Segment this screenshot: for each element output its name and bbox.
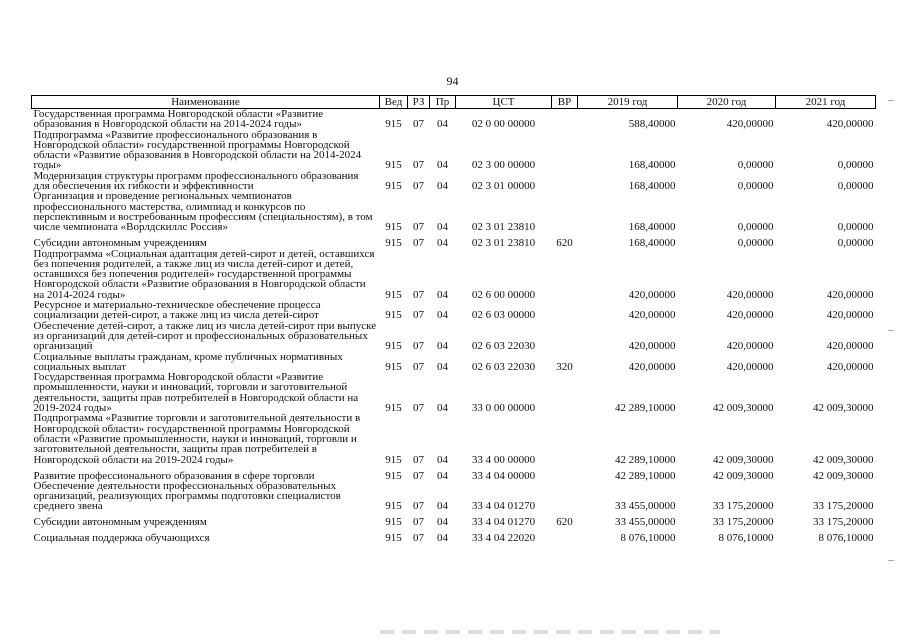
cell-cst: 02 6 03 22030 xyxy=(471,360,536,373)
cell-cst: 02 6 03 00000 xyxy=(471,309,536,322)
cell-2021: 8 076,10000 xyxy=(818,532,874,545)
cell-2021: 42 009,30000 xyxy=(813,453,874,466)
cell-2021: 420,00000 xyxy=(826,309,874,322)
cell-ved: 915 xyxy=(385,340,402,353)
cell-cst: 02 6 00 00000 xyxy=(471,288,536,301)
cell-ved: 915 xyxy=(385,453,402,466)
cell-ved: 915 xyxy=(385,532,402,545)
cell-ved: 915 xyxy=(385,516,402,529)
budget-table xyxy=(31,95,876,544)
header-ved: Вед xyxy=(380,96,408,109)
cell-rz: 07 xyxy=(413,288,424,301)
header-cst: ЦСТ xyxy=(456,96,552,109)
cell-ved: 915 xyxy=(385,159,402,172)
cell-2019: 420,00000 xyxy=(628,340,676,353)
cell-rz: 07 xyxy=(413,516,424,529)
cell-name: Ресурсное и материально-техническое обеспечение процесса социализации детей-сирот, а также лиц из числа детей-сирот xyxy=(33,299,321,322)
cell-name: Модернизация структуры программ профессионального образования для обеспечения их гибкости и эффективности xyxy=(33,169,359,193)
cell-rz: 07 xyxy=(413,237,424,250)
cell-name: Государственная программа Новгородской области «Развитие образования в Новгородской области на 2014-2024 годы» xyxy=(33,108,324,131)
cell-pr: 04 xyxy=(437,532,448,545)
cell-2020: 420,00000 xyxy=(726,288,774,301)
cell-rz: 07 xyxy=(413,309,424,322)
cell-cst: 33 0 00 00000 xyxy=(471,402,536,415)
cell-ved: 915 xyxy=(385,360,402,373)
cell-cst: 02 3 01 23810 xyxy=(471,221,536,234)
table-row xyxy=(32,481,876,512)
header-2020: 2020 год xyxy=(678,96,776,109)
cell-vr: 320 xyxy=(556,360,573,373)
cell-2020: 42 009,30000 xyxy=(713,469,774,482)
cell-cst: 02 0 00 00000 xyxy=(471,118,536,131)
cell-rz: 07 xyxy=(413,360,424,373)
table-row xyxy=(32,233,876,249)
cell-vr xyxy=(552,321,578,352)
cell-pr: 04 xyxy=(437,237,448,250)
cell-rz: 07 xyxy=(413,118,424,131)
cell-ved: 915 xyxy=(385,288,402,301)
scan-edge-mark xyxy=(888,560,894,561)
cell-2019: 42 289,10000 xyxy=(615,469,676,482)
table-header-row xyxy=(32,96,876,109)
cell-cst: 33 4 04 01270 xyxy=(471,500,536,513)
cell-2019: 8 076,10000 xyxy=(620,532,676,545)
cell-name: Подпрограмма «Социальная адаптация детей-сирот и детей, оставшихся без попечения родителей, а также лиц из числа детей-сирот и детей, оставшихся без попечения родителей» государственной программы Новгородской области «Развитие образования в Новгородской области на 2014-2024 годы» xyxy=(33,247,375,301)
cell-2019: 420,00000 xyxy=(628,309,676,322)
cell-pr: 04 xyxy=(437,221,448,234)
cell-2021: 0,00000 xyxy=(837,237,874,250)
cell-vr xyxy=(552,413,578,464)
table-row xyxy=(32,352,876,373)
header-name: Наименование xyxy=(32,96,380,109)
cell-rz: 07 xyxy=(413,221,424,234)
table-row xyxy=(32,372,876,413)
table-row xyxy=(32,465,876,481)
cell-name: Государственная программа Новгородской области «Развитие промышленности, науки и инноваций, торговли и заготовительной деятельности, защиты прав потребителей в Новгородской области на 2019-2024 годы» xyxy=(33,371,359,415)
cell-2020: 0,00000 xyxy=(737,221,774,234)
table-row xyxy=(32,130,876,171)
table-row xyxy=(32,109,876,130)
cell-2020: 420,00000 xyxy=(726,118,774,131)
cell-2021: 420,00000 xyxy=(826,340,874,353)
cell-2019: 42 289,10000 xyxy=(615,402,676,415)
cell-2021: 42 009,30000 xyxy=(813,402,874,415)
cell-vr: 620 xyxy=(556,516,573,529)
cell-rz: 07 xyxy=(413,532,424,545)
table-row xyxy=(32,321,876,352)
cell-vr: 620 xyxy=(556,237,573,250)
cell-pr: 04 xyxy=(437,500,448,513)
cell-2020: 0,00000 xyxy=(737,180,774,193)
cell-cst: 02 3 00 00000 xyxy=(471,159,536,172)
header-vr: ВР xyxy=(552,96,578,109)
cell-2019: 168,40000 xyxy=(628,221,676,234)
cell-2019: 168,40000 xyxy=(628,180,676,193)
cell-2019: 420,00000 xyxy=(628,360,676,373)
cell-2021: 420,00000 xyxy=(826,288,874,301)
cell-2021: 0,00000 xyxy=(837,221,874,234)
cell-pr: 04 xyxy=(437,180,448,193)
cell-2019: 42 289,10000 xyxy=(615,453,676,466)
cell-2019: 33 455,00000 xyxy=(615,516,676,529)
cell-2019: 33 455,00000 xyxy=(615,500,676,513)
cell-pr: 04 xyxy=(437,453,448,466)
scan-edge-mark xyxy=(888,330,894,331)
cell-rz: 07 xyxy=(413,500,424,513)
cell-2021: 0,00000 xyxy=(837,180,874,193)
table-row xyxy=(32,191,876,232)
cell-cst: 02 3 01 23810 xyxy=(471,237,536,250)
cell-pr: 04 xyxy=(437,402,448,415)
cell-pr: 04 xyxy=(437,309,448,322)
cell-cst: 33 4 04 22020 xyxy=(471,532,536,545)
cell-pr: 04 xyxy=(437,360,448,373)
cell-vr xyxy=(552,171,578,192)
table-row xyxy=(32,249,876,300)
scan-edge-mark xyxy=(888,100,894,101)
cell-ved: 915 xyxy=(385,500,402,513)
cell-pr: 04 xyxy=(437,340,448,353)
cell-2020: 33 175,20000 xyxy=(713,500,774,513)
cell-2020: 0,00000 xyxy=(737,159,774,172)
cell-2021: 420,00000 xyxy=(826,360,874,373)
cell-2020: 420,00000 xyxy=(726,340,774,353)
cell-name: Обеспечение деятельности профессиональных образовательных организаций, реализующих программы подготовки специалистов среднего звена xyxy=(33,479,341,513)
cell-vr xyxy=(552,481,578,512)
cell-2021: 0,00000 xyxy=(837,159,874,172)
cell-name: Субсидии автономным учреждениям xyxy=(33,237,207,250)
header-pr: Пр xyxy=(430,96,456,109)
cell-2020: 8 076,10000 xyxy=(718,532,774,545)
cell-cst: 33 4 04 01270 xyxy=(471,516,536,529)
cell-vr xyxy=(552,191,578,232)
scan-artifact xyxy=(380,630,720,634)
table-row xyxy=(32,171,876,192)
table-row xyxy=(32,300,876,321)
cell-cst: 33 4 00 00000 xyxy=(471,453,536,466)
cell-2020: 420,00000 xyxy=(726,360,774,373)
cell-vr xyxy=(552,528,578,544)
header-rz: РЗ xyxy=(408,96,430,109)
cell-cst: 02 6 03 22030 xyxy=(471,340,536,353)
cell-2020: 420,00000 xyxy=(726,309,774,322)
cell-name: Организация и проведение региональных чемпионатов профессионального мастерства, олимпиад и конкурсов по перспективным и востребованным профессиям (специальностям), в том числе чемпионата «Ворлдскиллс Россия» xyxy=(33,190,373,234)
cell-2019: 168,40000 xyxy=(628,159,676,172)
cell-ved: 915 xyxy=(385,469,402,482)
cell-2020: 42 009,30000 xyxy=(713,402,774,415)
cell-name: Подпрограмма «Развитие профессионального образования в Новгородской области» государственной программы Новгородской области «Развитие образования в Новгородской области на 2014-2024 годы» xyxy=(33,128,362,172)
cell-pr: 04 xyxy=(437,516,448,529)
cell-name: Социальная поддержка обучающихся xyxy=(33,532,210,545)
cell-vr xyxy=(552,109,578,130)
cell-ved: 915 xyxy=(385,237,402,250)
cell-vr xyxy=(552,249,578,300)
cell-vr xyxy=(552,465,578,481)
cell-name: Развитие профессионального образования в сфере торговли xyxy=(33,469,315,482)
cell-rz: 07 xyxy=(413,159,424,172)
cell-2021: 33 175,20000 xyxy=(813,500,874,513)
cell-vr xyxy=(552,372,578,413)
cell-pr: 04 xyxy=(437,469,448,482)
cell-2021: 42 009,30000 xyxy=(813,469,874,482)
cell-rz: 07 xyxy=(413,453,424,466)
cell-name: Подпрограмма «Развитие торговли и заготовительной деятельности в Новгородской области» государственной программы Новгородской области «Развитие промышленности, науки и инноваций, торговли и заготовительной деятельности, защиты прав потребителей в Новгородской области на 2019-2024 годы» xyxy=(33,412,361,466)
cell-vr xyxy=(552,300,578,321)
cell-name: Субсидии автономным учреждениям xyxy=(33,516,207,529)
cell-2020: 33 175,20000 xyxy=(713,516,774,529)
cell-cst: 33 4 04 00000 xyxy=(471,469,536,482)
cell-ved: 915 xyxy=(385,180,402,193)
cell-rz: 07 xyxy=(413,340,424,353)
cell-ved: 915 xyxy=(385,309,402,322)
cell-pr: 04 xyxy=(437,118,448,131)
cell-pr: 04 xyxy=(437,159,448,172)
table-row xyxy=(32,528,876,544)
table-row xyxy=(32,413,876,464)
cell-2020: 42 009,30000 xyxy=(713,453,774,466)
cell-name: Социальные выплаты гражданам, кроме публичных нормативных социальных выплат xyxy=(33,350,343,373)
cell-name: Обеспечение детей-сирот, а также лиц из числа детей-сирот при выпуске из организаций для детей-сирот и профессиональных образовательных организаций xyxy=(33,319,377,353)
header-2019: 2019 год xyxy=(578,96,678,109)
cell-2021: 420,00000 xyxy=(826,118,874,131)
cell-rz: 07 xyxy=(413,469,424,482)
cell-vr xyxy=(552,130,578,171)
cell-2019: 588,40000 xyxy=(628,118,676,131)
cell-2019: 168,40000 xyxy=(628,237,676,250)
cell-cst: 02 3 01 00000 xyxy=(471,180,536,193)
cell-2021: 33 175,20000 xyxy=(813,516,874,529)
cell-ved: 915 xyxy=(385,221,402,234)
page-number: 94 xyxy=(446,74,459,88)
cell-rz: 07 xyxy=(413,180,424,193)
table-row xyxy=(32,512,876,528)
cell-ved: 915 xyxy=(385,402,402,415)
cell-2020: 0,00000 xyxy=(737,237,774,250)
cell-2019: 420,00000 xyxy=(628,288,676,301)
cell-rz: 07 xyxy=(413,402,424,415)
header-2021: 2021 год xyxy=(776,96,876,109)
cell-pr: 04 xyxy=(437,288,448,301)
cell-ved: 915 xyxy=(385,118,402,131)
